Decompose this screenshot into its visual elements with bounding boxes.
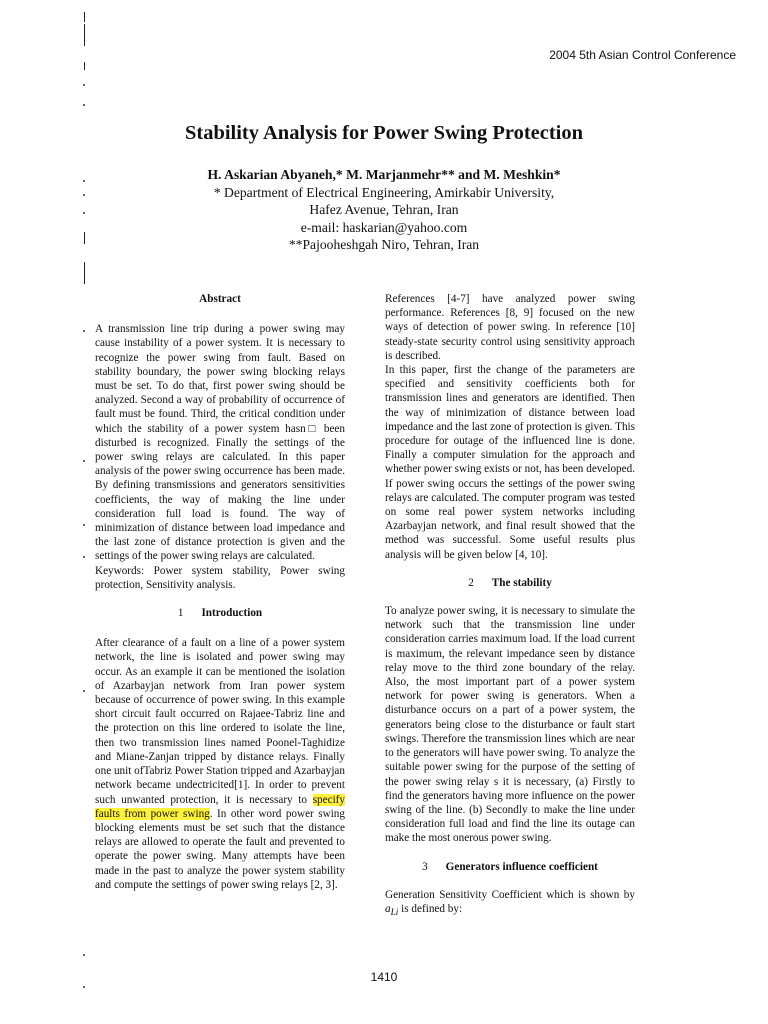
intro-continued-para-1: References [4-7] have analyzed power swing performance. References [8, 9] focused on the new ways of detection of power swing. In reference [10] steady-state security control using sensitivity approach is described.	[385, 293, 635, 362]
abstract-text: A transmission line trip during a power swing may cause instability of a power system. It is necessary to recognize the power swing from fault. Based on stability boundary, the power swing blocking relays must be set. To do that, first power swing should be analyzed. Second a way of probability of occurrence of fault must be found. Third, the critical condition under which the stability of a power system hasn□ been disturbed is recognized. Finally the settings of the power swing relays are calculated. In this paper analysis of the power swing occurrence has been made. By defining transmissions and generators sensitivities coefficients, the way of making the line under consideration full load is found. The way of minimization of distance between load impedance and the last zone of distance protection is given and the settings of the power swing relays are calculated.	[95, 323, 345, 563]
scan-mark	[83, 690, 85, 692]
section-1-text	[95, 636, 345, 892]
section-3-title: Generators influence coefficient	[445, 860, 598, 873]
right-column	[385, 292, 635, 920]
section-2-title: The stability	[491, 576, 552, 589]
section-2-heading	[385, 576, 635, 590]
section-2-number: 2	[468, 576, 474, 589]
scan-mark	[83, 524, 85, 526]
scan-mark	[83, 954, 85, 956]
section-1-heading	[95, 606, 345, 620]
section-1-text-b: . In other word power swing blocking elements must be set such that the distance relays are allowed to operate the fault and prevented to operate the power swing. Many attempts have been made in the past to analyze the power system stability and compute the settings of power swing relays [2, 3].	[95, 807, 345, 891]
conference-header: 2004 5th Asian Control Conference	[549, 48, 736, 62]
symbol: a	[385, 902, 391, 915]
section-1-title: Introduction	[201, 607, 263, 620]
scan-mark	[83, 460, 85, 462]
page-number: 1410	[370, 970, 398, 984]
address: Hafez Avenue, Tehran, Iran	[309, 202, 459, 218]
scan-mark	[83, 986, 85, 988]
scan-mark	[84, 62, 85, 70]
paper-title: Stability Analysis for Power Swing Protection	[184, 122, 584, 144]
author-names: H. Askarian Abyaneh,* M. Marjanmehr** and M. Meshkin*	[207, 167, 561, 182]
author-block	[0, 166, 768, 254]
keywords: Keywords: Power system stability, Power swing protection, Sensitivity analysis.	[95, 564, 345, 591]
scan-mark	[83, 330, 85, 332]
scan-mark	[83, 84, 85, 86]
scan-mark	[84, 262, 85, 284]
symbol-subscript: Li	[390, 908, 399, 919]
scan-mark	[83, 104, 85, 106]
section-3-number: 3	[422, 860, 428, 873]
symbol-a-li	[385, 902, 399, 919]
intro-continued-para-2: In this paper, first the change of the parameters are specified and sensitivity coefficients both for transmission lines and generators are identified. Then the way of minimization of distance between load impedance and the last zone of protection is given. This procedure for outage of the influenced line is done. Finally a computer simulation for the approach and whether power swing exists or not, has been developed. If power swing occurs the settings of the power swing relays are calculated. The computer program was tested on some real power system networks including Azarbayjan network, and final result showed that the method was successful. Some useful results plus analysis will be given below [4, 10].	[385, 364, 635, 561]
left-column	[95, 292, 345, 892]
section-3-heading	[385, 860, 635, 874]
affiliation-2: **Pajooheshgah Niro, Tehran, Iran	[288, 237, 480, 253]
section-2-text: To analyze power swing, it is necessary to simulate the network such that the transmission line under consideration carries maximum load. If the load current is maximum, the relevant impedance seen by distance relay move to the third zone boundary of the relay. Also, the most important part of a power system network for power swing is generators. When a disturbance occurs on a part of a power system, the generators being close to the disturbance or fault start swings. Therefore the transmission lines which are near to the generators will have power swing. To analyze the suitable power swing for the purpose of the setting of the power swing relay s it is necessary, (a) Firstly to find the generators having more influence on the power swing of the line. (b) Secondly to make the line under consideration full load and find the line its outage can make the most onerous power swing.	[385, 605, 635, 845]
scan-mark	[83, 556, 85, 558]
section-1-text-a: After clearance of a fault on a line of a power system network, the line is isolated and power swing may occur. As an example it can be mentioned the isolation of Azarbayjan network from Iran power system because of occurrence of power swing. In this example short circuit fault occurred on Rajaee-Tabriz line and the protection on this line ordered to isolate the line, then two transmission lines named Poonel-Taghidize and Miane-Zanjan tripped by distance relays. Finally one unit ofTabriz Power Station tripped and Azarbayjan network became undectricited[1]. In order to prevent such unwanted protection, it is necessary to	[95, 637, 345, 806]
abstract-heading: Abstract	[199, 293, 241, 305]
scan-mark	[84, 12, 85, 22]
section-3-text	[385, 888, 635, 921]
section-3-text-a: Generation Sensitivity Coefficient which is shown by	[385, 888, 635, 901]
section-1-number: 1	[177, 607, 184, 620]
email: e-mail: haskarian@yahoo.com	[300, 219, 468, 235]
highlighted-text: specify faults from power swing	[95, 793, 345, 820]
affiliation-1: * Department of Electrical Engineering, Amirkabir University,	[213, 184, 555, 200]
scan-mark	[84, 24, 85, 46]
section-3-text-b: is defined by:	[401, 902, 463, 915]
